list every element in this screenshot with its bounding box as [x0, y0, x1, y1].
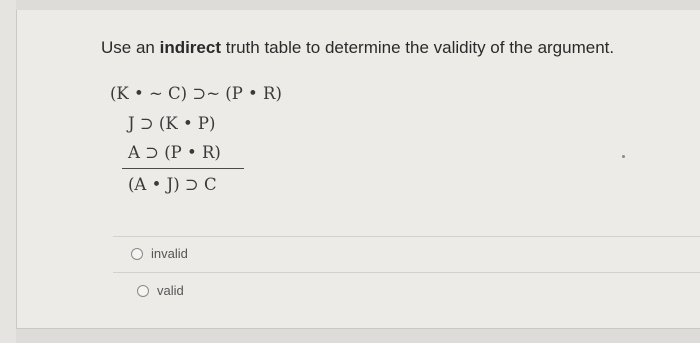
- premise-3: A ⊃ (P • R): [128, 143, 221, 162]
- question-emphasis: indirect: [159, 38, 221, 57]
- conclusion: (A • J) ⊃ C: [128, 175, 217, 194]
- option-valid-label: valid: [157, 283, 184, 298]
- option-invalid[interactable]: [131, 246, 188, 261]
- option-valid[interactable]: [137, 283, 184, 298]
- option-divider-top: [113, 236, 700, 237]
- left-page-edge: [0, 0, 16, 343]
- question-suffix: truth table to determine the validity of the argument.: [221, 38, 615, 57]
- question-prompt: [101, 38, 614, 58]
- premise-2: J ⊃ (K • P): [128, 114, 216, 133]
- option-invalid-label: invalid: [151, 246, 188, 261]
- radio-invalid[interactable]: [131, 248, 143, 260]
- question-prefix: Use an: [101, 38, 160, 57]
- radio-valid[interactable]: [137, 285, 149, 297]
- conclusion-line: [122, 168, 244, 169]
- stray-dot: [622, 155, 625, 158]
- option-divider-middle: [113, 272, 700, 273]
- premise-1: (K • ~ C) ⊃~ (P • R): [110, 84, 282, 103]
